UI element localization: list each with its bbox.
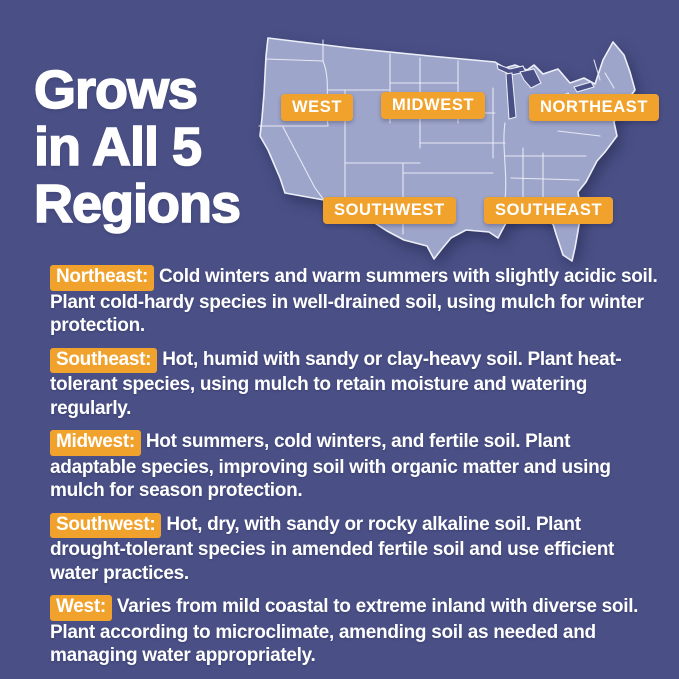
region-paragraph-southwest	[50, 513, 658, 586]
region-text-west: Varies from mild coastal to extreme inland with diverse soil. Plant according to microclimate, amending soil as needed and managing water appropriately.	[50, 596, 639, 666]
page-title	[34, 62, 240, 233]
map-label-southeast: SOUTHEAST	[484, 197, 613, 224]
map-label-west: WEST	[281, 94, 353, 121]
region-paragraph-midwest	[50, 430, 658, 503]
region-paragraph-west	[50, 595, 658, 668]
region-descriptions	[50, 265, 658, 678]
region-tag-southwest: Southwest:	[50, 513, 161, 539]
region-text-northeast: Cold winters and warm summers with slightly acidic soil. Plant cold-hardy species in well-drained soil, using mulch for winter protection.	[50, 266, 658, 336]
title-line-2: in All 5	[34, 117, 202, 177]
region-text-southwest: Hot, dry, with sandy or rocky alkaline soil. Plant drought-tolerant species in amended fertile soil and use efficient water practices.	[50, 513, 615, 584]
region-paragraph-northeast	[50, 265, 658, 338]
region-tag-northeast: Northeast:	[50, 265, 154, 291]
region-tag-southeast: Southeast:	[50, 348, 157, 374]
map-label-midwest: MIDWEST	[381, 92, 485, 119]
us-region-map	[253, 28, 663, 268]
region-text-southeast: Hot, humid with sandy or clay-heavy soil. Plant heat-tolerant species, using mulch to retain moisture and watering regularly.	[50, 348, 622, 419]
region-tag-west: West:	[50, 595, 112, 621]
region-paragraph-southeast	[50, 348, 658, 421]
region-tag-midwest: Midwest:	[50, 430, 141, 456]
us-map-graphic	[253, 28, 663, 268]
region-text-midwest: Hot summers, cold winters, and fertile soil. Plant adaptable species, improving soil with organic matter and using mulch for season protection.	[50, 431, 611, 501]
map-label-southwest: SOUTHWEST	[323, 197, 456, 224]
map-label-northeast: NORTHEAST	[529, 94, 659, 121]
us-map-outline	[260, 38, 635, 261]
title-line-1: Grows	[34, 60, 198, 120]
title-line-3: Regions	[34, 174, 241, 234]
